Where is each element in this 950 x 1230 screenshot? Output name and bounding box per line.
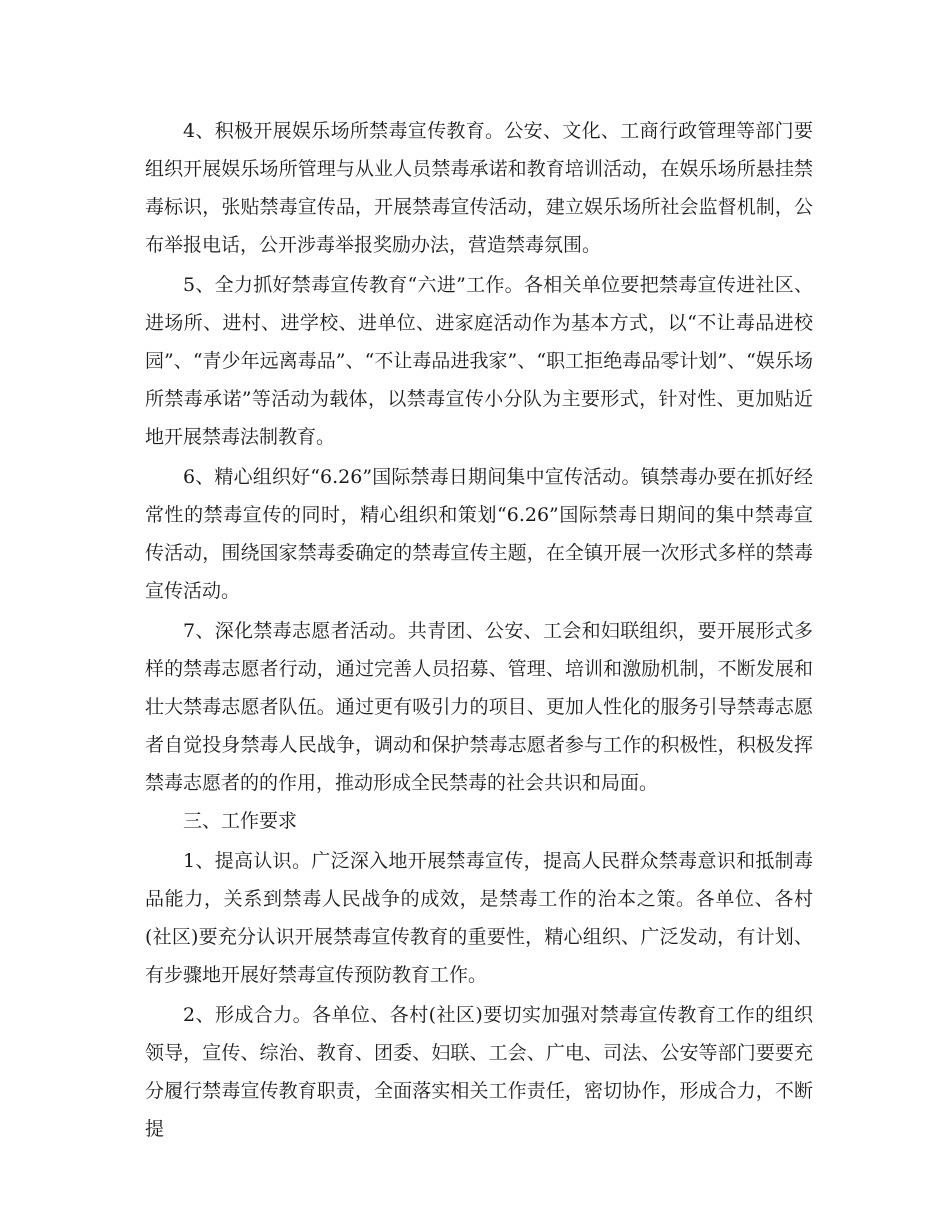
paragraph-item-5: 5、全力抓好禁毒宣传教育“六进”工作。各相关单位要把禁毒宣传进社区、进场所、进村、进学校、进单位、进家庭活动作为基本方式，以“不让毒品进校园”、“青少年远离毒品”、“不让毒品进我家”、“职工拒绝毒品零计划”、“娱乐场所禁毒承诺”等活动为载体，以禁毒宣传小分队为主要形式，针对性、更加贴近地开展禁毒法制教育。 xyxy=(145,274,813,448)
document-body xyxy=(145,112,813,1148)
paragraph-item-6: 6、精心组织好“6.26”国际禁毒日期间集中宣传活动。镇禁毒办要在抓好经常性的禁毒宣传的同时，精心组织和策划“6.26”国际禁毒日期间的集中禁毒宣传活动，围绕国家禁毒委确定的禁毒宣传主题，在全镇开展一次形式多样的禁毒宣传活动。 xyxy=(145,466,813,602)
paragraph-item-4: 4、积极开展娱乐场所禁毒宣传教育。公安、文化、工商行政管理等部门要组织开展娱乐场所管理与从业人员禁毒承诺和教育培训活动，在娱乐场所悬挂禁毒标识，张贴禁毒宣传品，开展禁毒宣传活动，建立娱乐场所社会监督机制，公布举报电话，公开涉毒举报奖励办法，营造禁毒氛围。 xyxy=(145,120,813,256)
paragraph-requirement-2: 2、形成合力。各单位、各村(社区)要切实加强对禁毒宣传教育工作的组织领导，宣传、综治、教育、团委、妇联、工会、广电、司法、公安等部门要要充分履行禁毒宣传教育职责，全面落实相关工作责任，密切协作，形成合力，不断提 xyxy=(145,1004,813,1140)
paragraph-item-7: 7、深化禁毒志愿者活动。共青团、公安、工会和妇联组织，要开展形式多样的禁毒志愿者行动，通过完善人员招募、管理、培训和激励机制，不断发展和壮大禁毒志愿者队伍。通过更有吸引力的项目、更加人性化的服务引导禁毒志愿者自觉投身禁毒人民战争，调动和保护禁毒志愿者参与工作的积极性，积极发挥禁毒志愿者的的作用，推动形成全民禁毒的社会共识和局面。 xyxy=(145,620,813,794)
section-heading-requirements: 三、工作要求 xyxy=(183,810,298,832)
paragraph-requirement-1: 1、提高认识。广泛深入地开展禁毒宣传，提高人民群众禁毒意识和抵制毒品能力，关系到禁毒人民战争的成效，是禁毒工作的治本之策。各单位、各村(社区)要充分认识开展禁毒宣传教育的重要性，精心组织、广泛发动，有计划、有步骤地开展好禁毒宣传预防教育工作。 xyxy=(145,850,813,986)
